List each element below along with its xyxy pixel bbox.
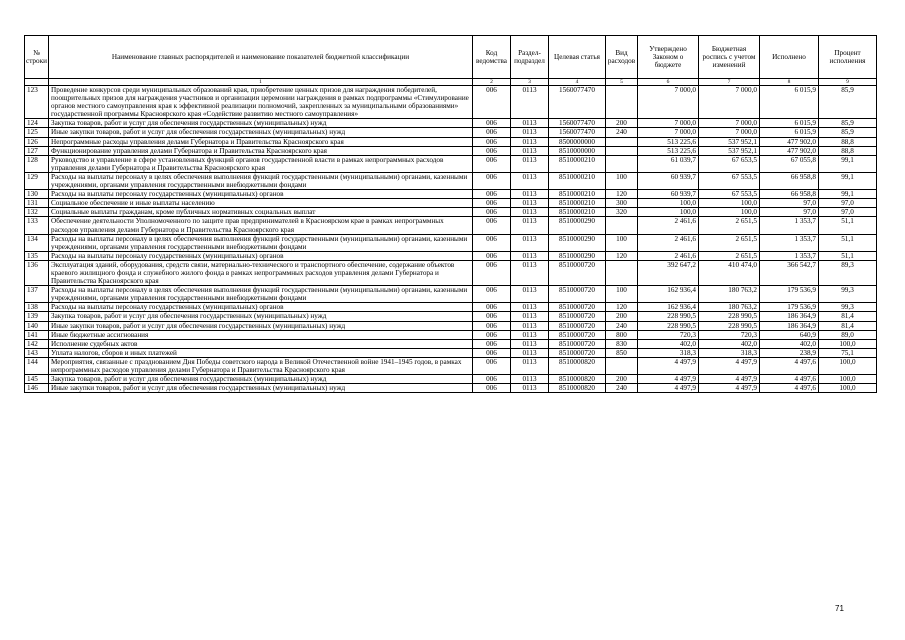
execution-percent: 89,3 <box>819 260 877 285</box>
column-number: 3 <box>511 79 549 86</box>
budget-list-amount: 2 651,5 <box>699 251 760 260</box>
row-number: 141 <box>25 330 49 339</box>
executed-amount: 477 902,0 <box>760 137 819 146</box>
expense-type: 120 <box>606 190 638 199</box>
row-number: 146 <box>25 384 49 393</box>
column-number: 9 <box>819 79 877 86</box>
budget-list-amount: 4 497,9 <box>699 384 760 393</box>
section-code: 0113 <box>511 321 549 330</box>
budget-list-amount: 537 952,1 <box>699 137 760 146</box>
approved-amount: 2 461,6 <box>638 234 699 251</box>
target-article: 8510000210 <box>549 208 606 217</box>
executed-amount: 238,9 <box>760 348 819 357</box>
header-name: Наименование главных распорядителей и наименование показателей бюджетной классификации <box>49 36 473 79</box>
approved-amount: 100,0 <box>638 208 699 217</box>
approved-amount: 4 497,9 <box>638 384 699 393</box>
target-article: 8510000290 <box>549 217 606 234</box>
section-code: 0113 <box>511 190 549 199</box>
row-name: Мероприятия, связанные с празднованием Дня Победы советского народа в Великой Отечественной войне 1941–1945 годов, в рамках непрограммных расходов управления делами Губернатора и Правительства Красноярского края <box>49 357 473 374</box>
section-code: 0113 <box>511 357 549 374</box>
approved-amount: 2 461,6 <box>638 251 699 260</box>
budget-list-amount: 67 653,5 <box>699 155 760 172</box>
approved-amount: 61 039,7 <box>638 155 699 172</box>
department-code: 006 <box>473 190 511 199</box>
table-row <box>25 199 877 208</box>
execution-percent: 85,9 <box>819 128 877 137</box>
executed-amount: 1 353,7 <box>760 251 819 260</box>
executed-amount: 179 536,9 <box>760 303 819 312</box>
approved-amount: 60 939,7 <box>638 190 699 199</box>
target-article: 8510000720 <box>549 339 606 348</box>
section-code: 0113 <box>511 330 549 339</box>
section-code: 0113 <box>511 146 549 155</box>
budget-list-amount: 720,3 <box>699 330 760 339</box>
target-article: 8510000820 <box>549 357 606 374</box>
executed-amount: 6 015,9 <box>760 86 819 119</box>
header-row-number: № строки <box>25 36 49 79</box>
target-article: 8510000820 <box>549 384 606 393</box>
executed-amount: 640,9 <box>760 330 819 339</box>
executed-amount: 66 958,8 <box>760 172 819 189</box>
row-name: Иные закупки товаров, работ и услуг для обеспечения государственных (муниципальных) нужд <box>49 128 473 137</box>
target-article: 8510000210 <box>549 190 606 199</box>
section-code: 0113 <box>511 172 549 189</box>
department-code: 006 <box>473 199 511 208</box>
section-code: 0113 <box>511 128 549 137</box>
section-code: 0113 <box>511 375 549 384</box>
execution-percent: 99,1 <box>819 172 877 189</box>
row-name: Расходы на выплаты персоналу в целях обеспечения выполнения функций государственными (муниципальными) органами, казенными учреждениями, органами управления государственными внебюджетными фондами <box>49 172 473 189</box>
department-code: 006 <box>473 234 511 251</box>
target-article: 8510000820 <box>549 375 606 384</box>
target-article: 8510000210 <box>549 199 606 208</box>
table-row <box>25 86 877 119</box>
target-article: 1560077470 <box>549 119 606 128</box>
table-row <box>25 260 877 285</box>
section-code: 0113 <box>511 260 549 285</box>
table-row <box>25 321 877 330</box>
row-name: Функционирование управления делами Губернатора и Правительства Красноярского края <box>49 146 473 155</box>
expense-type <box>606 155 638 172</box>
expense-type: 240 <box>606 128 638 137</box>
table-body <box>25 86 877 393</box>
section-code: 0113 <box>511 234 549 251</box>
table-row <box>25 137 877 146</box>
department-code: 006 <box>473 208 511 217</box>
table-row <box>25 128 877 137</box>
budget-list-amount: 4 497,9 <box>699 357 760 374</box>
row-number: 127 <box>25 146 49 155</box>
execution-percent: 81,4 <box>819 321 877 330</box>
budget-list-amount: 7 000,0 <box>699 128 760 137</box>
target-article: 8510000290 <box>549 234 606 251</box>
executed-amount: 66 958,8 <box>760 190 819 199</box>
target-article: 8510000210 <box>549 155 606 172</box>
expense-type: 300 <box>606 199 638 208</box>
budget-table <box>24 35 877 393</box>
target-article: 8510000720 <box>549 260 606 285</box>
execution-percent: 100,0 <box>819 384 877 393</box>
table-row <box>25 155 877 172</box>
budget-list-amount: 100,0 <box>699 208 760 217</box>
execution-percent: 81,4 <box>819 312 877 321</box>
budget-list-amount: 410 474,0 <box>699 260 760 285</box>
row-name: Закупка товаров, работ и услуг для обеспечения государственных (муниципальных) нужд <box>49 375 473 384</box>
row-number: 145 <box>25 375 49 384</box>
expense-type <box>606 357 638 374</box>
executed-amount: 97,0 <box>760 208 819 217</box>
row-number: 136 <box>25 260 49 285</box>
executed-amount: 366 542,7 <box>760 260 819 285</box>
section-code: 0113 <box>511 199 549 208</box>
approved-amount: 4 497,9 <box>638 375 699 384</box>
column-number <box>25 79 49 86</box>
row-name: Уплата налогов, сборов и иных платежей <box>49 348 473 357</box>
approved-amount: 402,0 <box>638 339 699 348</box>
department-code: 006 <box>473 339 511 348</box>
budget-list-amount: 318,3 <box>699 348 760 357</box>
expense-type: 800 <box>606 330 638 339</box>
column-number: 1 <box>49 79 473 86</box>
department-code: 006 <box>473 375 511 384</box>
expense-type: 320 <box>606 208 638 217</box>
approved-amount: 513 225,6 <box>638 146 699 155</box>
execution-percent: 99,1 <box>819 190 877 199</box>
budget-list-amount: 100,0 <box>699 199 760 208</box>
expense-type <box>606 217 638 234</box>
execution-percent: 99,1 <box>819 155 877 172</box>
expense-type: 200 <box>606 119 638 128</box>
row-number: 137 <box>25 286 49 303</box>
executed-amount: 402,0 <box>760 339 819 348</box>
section-code: 0113 <box>511 86 549 119</box>
row-number: 131 <box>25 199 49 208</box>
row-name: Исполнение судебных актов <box>49 339 473 348</box>
expense-type: 850 <box>606 348 638 357</box>
budget-list-amount: 7 000,0 <box>699 86 760 119</box>
header-budget-list: Бюджетная роспись с учетом изменений <box>699 36 760 79</box>
execution-percent: 88,8 <box>819 146 877 155</box>
department-code: 006 <box>473 86 511 119</box>
execution-percent: 88,8 <box>819 137 877 146</box>
target-article: 8510000720 <box>549 348 606 357</box>
approved-amount: 318,3 <box>638 348 699 357</box>
row-name: Непрограммные расходы управления делами Губернатора и Правительства Красноярского края <box>49 137 473 146</box>
department-code: 006 <box>473 286 511 303</box>
row-name: Обеспечение деятельности Уполномоченного по защите прав предпринимателей в Красноярском крае в рамках непрограммных расходов управления делами Губернатора и Правительства Красноярского края <box>49 217 473 234</box>
section-code: 0113 <box>511 339 549 348</box>
row-number: 126 <box>25 137 49 146</box>
target-article: 8510000720 <box>549 286 606 303</box>
budget-list-amount: 228 990,5 <box>699 321 760 330</box>
expense-type: 120 <box>606 303 638 312</box>
department-code: 006 <box>473 137 511 146</box>
approved-amount: 720,3 <box>638 330 699 339</box>
target-article: 8510000290 <box>549 251 606 260</box>
table-row <box>25 286 877 303</box>
budget-list-amount: 537 952,1 <box>699 146 760 155</box>
header-department-code: Код ведомства <box>473 36 511 79</box>
page-number: 71 <box>835 604 844 613</box>
section-code: 0113 <box>511 384 549 393</box>
budget-list-amount: 180 763,2 <box>699 286 760 303</box>
executed-amount: 179 536,9 <box>760 286 819 303</box>
approved-amount: 4 497,9 <box>638 357 699 374</box>
row-name: Закупка товаров, работ и услуг для обеспечения государственных (муниципальных) нужд <box>49 312 473 321</box>
executed-amount: 1 353,7 <box>760 217 819 234</box>
target-article: 8500000000 <box>549 137 606 146</box>
table-row <box>25 190 877 199</box>
section-code: 0113 <box>511 348 549 357</box>
executed-amount: 97,0 <box>760 199 819 208</box>
table-row <box>25 330 877 339</box>
budget-list-amount: 180 763,2 <box>699 303 760 312</box>
row-number: 125 <box>25 128 49 137</box>
department-code: 006 <box>473 330 511 339</box>
row-name: Иные закупки товаров, работ и услуг для обеспечения государственных (муниципальных) нужд <box>49 384 473 393</box>
executed-amount: 4 497,6 <box>760 375 819 384</box>
approved-amount: 392 647,2 <box>638 260 699 285</box>
execution-percent: 51,1 <box>819 234 877 251</box>
row-name: Расходы на выплаты персоналу в целях обеспечения выполнения функций государственными (муниципальными) органами, казенными учреждениями, органами управления государственными внебюджетными фондами <box>49 286 473 303</box>
table-row <box>25 375 877 384</box>
section-code: 0113 <box>511 137 549 146</box>
department-code: 006 <box>473 384 511 393</box>
row-number: 140 <box>25 321 49 330</box>
execution-percent: 97,0 <box>819 199 877 208</box>
section-code: 0113 <box>511 312 549 321</box>
expense-type: 100 <box>606 234 638 251</box>
row-name: Расходы на выплаты персоналу государственных (муниципальных) органов <box>49 190 473 199</box>
expense-type <box>606 260 638 285</box>
table-row <box>25 339 877 348</box>
expense-type: 100 <box>606 172 638 189</box>
executed-amount: 186 364,9 <box>760 321 819 330</box>
row-number: 142 <box>25 339 49 348</box>
approved-amount: 100,0 <box>638 199 699 208</box>
section-code: 0113 <box>511 303 549 312</box>
expense-type: 830 <box>606 339 638 348</box>
table-row <box>25 234 877 251</box>
row-number: 129 <box>25 172 49 189</box>
approved-amount: 513 225,6 <box>638 137 699 146</box>
execution-percent: 100,0 <box>819 375 877 384</box>
row-number: 130 <box>25 190 49 199</box>
target-article: 1560077470 <box>549 86 606 119</box>
executed-amount: 477 902,0 <box>760 146 819 155</box>
execution-percent: 97,0 <box>819 208 877 217</box>
budget-list-amount: 2 651,5 <box>699 217 760 234</box>
approved-amount: 7 000,0 <box>638 119 699 128</box>
budget-list-amount: 2 651,5 <box>699 234 760 251</box>
column-number: 6 <box>638 79 699 86</box>
section-code: 0113 <box>511 155 549 172</box>
expense-type: 240 <box>606 384 638 393</box>
row-name: Иные закупки товаров, работ и услуг для обеспечения государственных (муниципальных) нужд <box>49 321 473 330</box>
table-row <box>25 119 877 128</box>
approved-amount: 2 461,6 <box>638 217 699 234</box>
column-number: 4 <box>549 79 606 86</box>
department-code: 006 <box>473 348 511 357</box>
expense-type: 240 <box>606 321 638 330</box>
row-number: 133 <box>25 217 49 234</box>
department-code: 006 <box>473 155 511 172</box>
execution-percent: 85,9 <box>819 119 877 128</box>
target-article: 8510000720 <box>549 321 606 330</box>
executed-amount: 1 353,7 <box>760 234 819 251</box>
table-row <box>25 172 877 189</box>
target-article: 8510000720 <box>549 330 606 339</box>
execution-percent: 75,1 <box>819 348 877 357</box>
section-code: 0113 <box>511 208 549 217</box>
row-name: Закупка товаров, работ и услуг для обеспечения государственных (муниципальных) нужд <box>49 119 473 128</box>
execution-percent: 99,3 <box>819 286 877 303</box>
header-percent: Процент исполнения <box>819 36 877 79</box>
row-name: Руководство и управление в сфере установленных функций органов государственной власти в рамках непрограммных расходов управления делами Губернатора и Правительства Красноярского края <box>49 155 473 172</box>
execution-percent: 99,3 <box>819 303 877 312</box>
department-code: 006 <box>473 321 511 330</box>
budget-list-amount: 228 990,5 <box>699 312 760 321</box>
budget-report-sheet <box>24 35 876 393</box>
budget-list-amount: 67 553,5 <box>699 190 760 199</box>
column-number: 8 <box>760 79 819 86</box>
row-number: 138 <box>25 303 49 312</box>
department-code: 006 <box>473 172 511 189</box>
section-code: 0113 <box>511 286 549 303</box>
row-number: 139 <box>25 312 49 321</box>
execution-percent: 89,0 <box>819 330 877 339</box>
header-approved: Утверждено Законом о бюджете <box>638 36 699 79</box>
execution-percent: 51,1 <box>819 217 877 234</box>
department-code: 006 <box>473 128 511 137</box>
department-code: 006 <box>473 251 511 260</box>
department-code: 006 <box>473 303 511 312</box>
budget-list-amount: 7 000,0 <box>699 119 760 128</box>
department-code: 006 <box>473 260 511 285</box>
row-number: 132 <box>25 208 49 217</box>
section-code: 0113 <box>511 119 549 128</box>
section-code: 0113 <box>511 251 549 260</box>
table-row <box>25 251 877 260</box>
expense-type <box>606 137 638 146</box>
row-number: 143 <box>25 348 49 357</box>
target-article: 8510000210 <box>549 172 606 189</box>
target-article: 8510000000 <box>549 146 606 155</box>
row-name: Расходы на выплаты персоналу государственных (муниципальных) органов <box>49 251 473 260</box>
expense-type: 200 <box>606 375 638 384</box>
header-target-article: Целевая статья <box>549 36 606 79</box>
column-number-row <box>25 79 877 86</box>
executed-amount: 6 015,9 <box>760 128 819 137</box>
executed-amount: 4 497,6 <box>760 384 819 393</box>
approved-amount: 7 000,0 <box>638 86 699 119</box>
row-name: Расходы на выплаты персоналу в целях обеспечения выполнения функций государственными (муниципальными) органами, казенными учреждениями, органами управления государственными внебюджетными фондами <box>49 234 473 251</box>
row-number: 123 <box>25 86 49 119</box>
execution-percent: 100,0 <box>819 339 877 348</box>
row-number: 134 <box>25 234 49 251</box>
approved-amount: 228 990,5 <box>638 321 699 330</box>
execution-percent: 100,0 <box>819 357 877 374</box>
table-row <box>25 384 877 393</box>
section-code: 0113 <box>511 217 549 234</box>
executed-amount: 6 015,9 <box>760 119 819 128</box>
executed-amount: 67 055,8 <box>760 155 819 172</box>
row-number: 124 <box>25 119 49 128</box>
row-name: Эксплуатация зданий, оборудования, средств связи, материально-технического и транспортного обеспечение, содержание объектов краевого жилищного фонда и служебного жилого фонда в рамках непрограммных расходов управления делами Губернатора и Правительства Красноярского края <box>49 260 473 285</box>
approved-amount: 228 990,5 <box>638 312 699 321</box>
budget-list-amount: 67 553,5 <box>699 172 760 189</box>
row-name: Социальное обеспечение и иные выплаты населению <box>49 199 473 208</box>
row-number: 135 <box>25 251 49 260</box>
column-number: 5 <box>606 79 638 86</box>
department-code: 006 <box>473 119 511 128</box>
column-number: 2 <box>473 79 511 86</box>
table-header <box>25 36 877 86</box>
header-expense-type: Вид расходов <box>606 36 638 79</box>
expense-type <box>606 146 638 155</box>
department-code: 006 <box>473 312 511 321</box>
executed-amount: 4 497,6 <box>760 357 819 374</box>
expense-type: 200 <box>606 312 638 321</box>
table-row <box>25 208 877 217</box>
department-code: 006 <box>473 217 511 234</box>
approved-amount: 60 939,7 <box>638 172 699 189</box>
execution-percent: 85,9 <box>819 86 877 119</box>
department-code: 006 <box>473 357 511 374</box>
row-number: 144 <box>25 357 49 374</box>
target-article: 8510000720 <box>549 303 606 312</box>
row-number: 128 <box>25 155 49 172</box>
execution-percent: 51,1 <box>819 251 877 260</box>
approved-amount: 7 000,0 <box>638 128 699 137</box>
table-row <box>25 357 877 374</box>
table-row <box>25 217 877 234</box>
table-row <box>25 303 877 312</box>
budget-list-amount: 4 497,9 <box>699 375 760 384</box>
header-executed: Исполнено <box>760 36 819 79</box>
budget-list-amount: 402,0 <box>699 339 760 348</box>
table-row <box>25 146 877 155</box>
header-section: Раздел-подраздел <box>511 36 549 79</box>
approved-amount: 162 936,4 <box>638 303 699 312</box>
executed-amount: 186 364,9 <box>760 312 819 321</box>
row-name: Проведение конкурсов среди муниципальных образований края, приобретение ценных призов для награждения победителей, поощрительных призов для награждения участников и организации церемонии награждения в рамках подпрограммы «Стимулирование органов местного самоуправления края к эффективной реализации полномочий, закрепленных за муниципальными образованиями» государственной программы Красноярского края «Содействие развитию местного самоуправления» <box>49 86 473 119</box>
column-number: 7 <box>699 79 760 86</box>
expense-type: 100 <box>606 286 638 303</box>
target-article: 1560077470 <box>549 128 606 137</box>
row-name: Иные бюджетные ассигнования <box>49 330 473 339</box>
expense-type <box>606 86 638 119</box>
table-row <box>25 312 877 321</box>
approved-amount: 162 936,4 <box>638 286 699 303</box>
row-name: Социальные выплаты гражданам, кроме публичных нормативных социальных выплат <box>49 208 473 217</box>
department-code: 006 <box>473 146 511 155</box>
expense-type: 120 <box>606 251 638 260</box>
row-name: Расходы на выплаты персоналу государственных (муниципальных) органов <box>49 303 473 312</box>
table-row <box>25 348 877 357</box>
target-article: 8510000720 <box>549 312 606 321</box>
